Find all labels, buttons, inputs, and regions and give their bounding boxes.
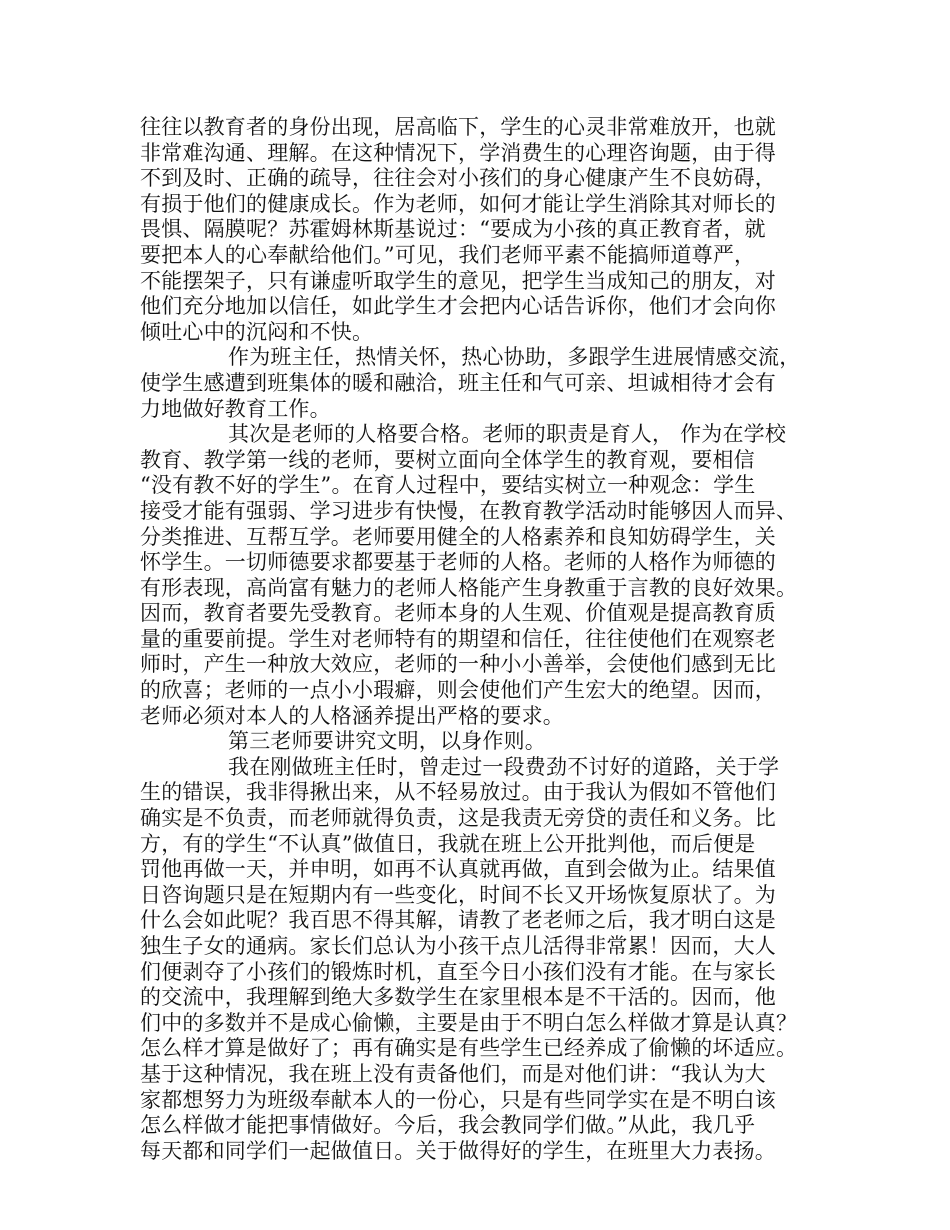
text-line: 方，有的学生“不认真”做值日，我就在班上公开批判他，而后便是 [140,831,756,856]
text-line: 独生子女的通病。家长们总认为小孩干点儿活得非常累！因而，大人 [140,934,776,958]
text-line: 的交流中，我理解到绝大多数学生在家里根本是不干活的。因而，他 [140,985,776,1010]
text-line: 分类推进、互帮互学。老师要用健全的人格素养和良知妨碍学生，关 [140,524,776,549]
text-line: 有损于他们的健康成长。作为老师，如何才能让学生消除其对师长的 [140,191,776,216]
text-line: 罚他再做一天，并申明，如再不认真就再做，直到会做为止。结果值 [140,857,776,882]
text-line: 什么会如此呢？我百思不得其解，请教了老老师之后，我才明白这是 [140,908,776,933]
text-line: “没有教不好的学生”。在育人过程中，要结实树立一种观念：学生 [140,473,756,498]
paragraph-first-line: 第三老师要讲究文明，以身作则。 [228,729,546,754]
text-line: 怀学生。一切师德要求都要基于老师的人格。老师的人格作为师德的 [140,550,776,575]
text-line: 接受才能有强弱、学习进步有快慢，在教育教学活动时能够因人而异、 [140,498,798,523]
text-line: 往往以教育者的身份出现，居高临下，学生的心灵非常难放开，也就 [140,115,776,139]
text-line: 他们充分地加以信任，如此学生才会把内心话告诉你，他们才会向你 [140,294,776,319]
paragraph-first-line: 我在刚做班主任时，曾走过一段费劲不讨好的道路，关于学 [228,754,780,779]
text-line: 非常难沟通、理解。在这种情况下，学消费生的心理咨询题，由于得 [140,140,776,165]
text-line: 畏惧、隔膜呢？苏霍姆林斯基说过：“要成为小孩的真正教育者，就 [140,217,766,242]
text-line: 老师必须对本人的人格涵养提出严格的要求。 [140,703,564,728]
paragraph-first-line: 其次是老师的人格要合格。老师的职责是育人， 作为在学校 [228,422,787,447]
text-line: 不能摆架子，只有谦虚听取学生的意见，把学生当成知己的朋友，对 [140,268,776,293]
text-line: 师时，产生一种放大效应，老师的一种小小善举，会使他们感到无比 [140,652,776,677]
text-line: 每天都和同学们一起做值日。关于做得好的学生，在班里大力表扬。 [140,1138,776,1163]
text-line: 怎么样做才能把事情做好。今后，我会教同学们做。”从此，我几乎 [140,1113,756,1138]
text-line: 要把本人的心奉献给他们。”可见，我们老师平素不能搞师道尊严， [140,242,756,267]
paragraph-first-line: 作为班主任，热情关怀，热心协助，多跟学生进展情感交流， [228,345,801,370]
text-line: 教育、教学第一线的老师，要树立面向全体学生的教育观，要相信 [140,447,755,472]
text-line: 的欣喜；老师的一点小小瑕癖，则会使他们产生宏大的绝望。因而， [140,678,776,703]
text-line: 因而，教育者要先受教育。老师本身的人生观、价值观是提高教育质 [140,601,776,626]
text-line: 有形表现，高尚富有魅力的老师人格能产生身教重于言教的良好效果。 [140,575,798,600]
text-line: 基于这种情况，我在班上没有责备他们，而是对他们讲：“我认为大 [140,1061,766,1086]
text-line: 力地做好教育工作。 [140,396,331,421]
text-line: 们中的多数并不是成心偷懒，主要是由于不明白怎么样做才算是认真？ [140,1010,798,1035]
document-body [140,115,820,1164]
text-line: 生的错误，我非得揪出来，从不轻易放过。由于我认为假如不管他们 [140,780,776,805]
text-line: 日咨询题只是在短期内有一些变化，时间不长又开场恢复原状了。为 [140,882,776,907]
text-line: 怎么样才算是做好了；再有确实是有些学生已经养成了偷懒的坏适应。 [140,1036,798,1061]
text-line: 确实是不负责，而老师就得负责，这是我责无旁贷的责任和义务。比 [140,806,776,831]
text-line: 们便剥夺了小孩们的锻炼时机，直至今日小孩们没有才能。在与家长 [140,959,776,984]
text-line: 使学生感遭到班集体的暖和融洽，班主任和气可亲、坦诚相待才会有 [140,370,776,395]
text-line: 倾吐心中的沉闷和不快。 [140,319,374,344]
text-line: 不到及时、正确的疏导，往往会对小孩们的身心健康产生不良妨碍， [140,166,776,191]
text-line: 量的重要前提。学生对老师特有的期望和信任，往往使他们在观察老 [140,626,776,651]
text-line: 家都想努力为班级奉献本人的一份心，只是有些同学实在是不明白该 [140,1087,776,1112]
